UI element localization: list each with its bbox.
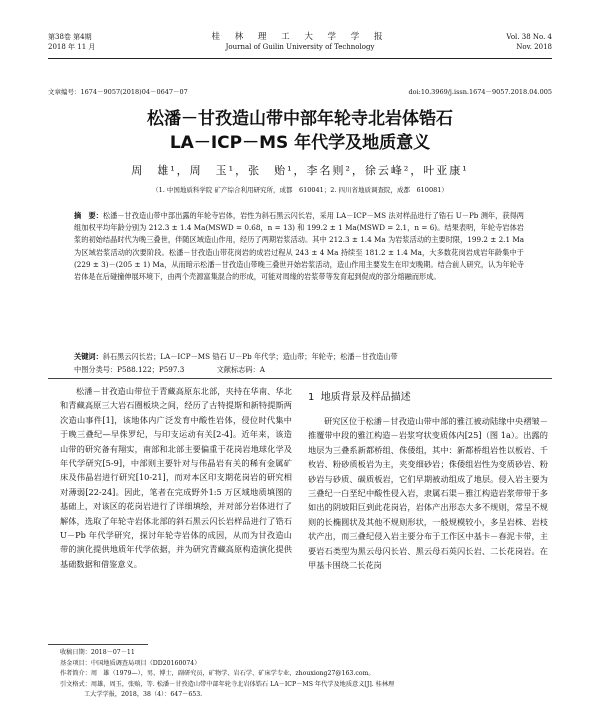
section-heading (308, 388, 411, 403)
document-code: 文献标志码：A (216, 365, 265, 374)
author-list: 周 雄¹，周 玉¹，张 贻¹，李名则²，徐云峰²，叶亚康¹ (131, 164, 469, 177)
citation-line-1: 引文格式：周雄，周玉，张贻，等. 松潘－甘孜造山带中部年轮寺北岩体锆石 LA－ICP－MS 年代学及地质意义[J]. 桂林理 (60, 680, 395, 688)
title-line-2: LA－ICP－MS 年代学及地质意义 (169, 133, 431, 153)
header-right (506, 32, 552, 52)
title-line-1: 松潘－甘孜造山带中部年轮寺北岩体锆石 (147, 109, 453, 129)
article-number: 文章编号：1674－9057(2018)04－0647－07 (48, 88, 188, 96)
date-en: Nov. 2018 (516, 43, 552, 51)
journal-title-cn: 桂 林 理 工 大 学 学 报 (211, 32, 389, 42)
article-meta (48, 87, 552, 96)
section-number: 1 (308, 392, 315, 403)
affiliation: （1. 中国地质科学院 矿产综合利用研究所，成都 610041；2. 四川省地质调查院，成都 610081） (152, 186, 448, 194)
geology-paragraph: 研究区位于松潘－甘孜造山带中部的雅江被动陆缘中央褶皱－推覆带中段的雅江构造－岩浆穹状变质体内[25]（图 1a）。出露的地层为三叠系新都桥组、侏倭组，其中：新都桥组岩性以板岩、千枚岩、粉砂质板岩为主，夹变细砂岩；侏倭组岩性为变质砂岩、粉砂岩与砂质、碳质板岩，它们早期被动组成了地层。侵入岩主要为三叠纪一白垩纪中酸性侵入岩，隶属石渠－雅江构造岩浆带带于多如出的阴坡阳巨到此花岗岩，岩体产出形态大多不规则，常呈不规则的长椭圆状及其他不规则形状，一般规模较小，多呈岩株、岩枝状产出，而三叠纪侵入岩主要分布于工作区中基卡－春泥卡带，主要岩石类型为黑云母闪长岩、黑云母石英闪长岩、二长花岗岩。在甲基卡围绕二长花岗 (308, 416, 548, 571)
header-center (48, 32, 552, 52)
section-title: 地质背景及样品描述 (320, 392, 411, 403)
keywords (74, 351, 524, 363)
footnotes (60, 648, 550, 701)
footnote-rule (48, 644, 148, 645)
volume-en: Vol. 38 No. 4 (506, 33, 552, 41)
date-cn: 2018 年 11 月 (48, 43, 96, 51)
abstract-rule (48, 378, 552, 379)
header-rule (48, 58, 552, 59)
keywords-text: 斜石黑云闪长岩；LA－ICP－MS 锆石 U－Pb 年代学；造山带；年轮寺；松潘－甘孜造山带 (102, 352, 398, 361)
funding: 基金项目：中国地质调查局项目（DD20160074） (60, 659, 201, 667)
doi: doi:10.3969/j.issn.1674－9057.2018.04.005 (408, 88, 552, 96)
author-bio: 作者简介：周 雄（1979—），男，博士，副研究员，矿物学、岩石学、矿床学专业，zhouxiong27@163.com。 (60, 670, 375, 677)
clc-number: 中图分类号：P588.122；P597.3 (74, 365, 185, 374)
received-date: 收稿日期：2018－07－11 (60, 649, 135, 656)
citation-line-2: 工大学学报，2018，38（4）：647－653. (84, 691, 203, 698)
abstract-label: 摘 要： (74, 211, 103, 220)
abstract-text: 松潘－甘孜造山带中部出露的年轮寺岩体，岩性为斜石黑云闪长岩，采用 LA－ICP－MS 法对样品进行了锆石 U－Pb 测年，获得两组加权平均年龄分别为 212.3 ± 1.4 Ma(MSWD = 0.68，n = 13) 和 199.2 ± 1 Ma(MSWD = 2.1，n = 6)。结果表明，年轮寺岩体岩浆的初始结晶时代为晚三叠世，伴随区域造山作用，经历了两期岩浆活动。其中 212.3 ± 1.4 Ma 为岩浆活动的主要时限，199.2 ± 2.1 Ma 为区域岩浆活动的次要阶段。松潘－甘孜造山带花岗岩的成岩过程从 243 ± 4 Ma 持续至 181.2 ± 1.4 Ma，大多数花岗岩成岩年龄集中于(229 ± 3)－(205 ± 1) Ma，从而暗示松潘－甘孜造山带晚三叠世开始岩浆活动，造山作用主要发生在印支晚期。结合前人研究，认为年轮寺岩体是在后碰撞伸展环境下，由两个壳源富集混合的形成，可能对周缘的岩浆带等发育起到促成的部分熔融而形成。 (74, 211, 524, 282)
classification (74, 365, 524, 375)
abstract (74, 210, 524, 283)
keywords-label: 关键词： (74, 352, 103, 361)
journal-title-en: Journal of Guilin University of Technology (225, 43, 375, 51)
volume-cn: 第38卷 第4期 (48, 33, 92, 41)
intro-paragraph: 松潘－甘孜造山带位于青藏高原东北部，夹持在华南、华北和青藏高原三大岩石圈板块之间，经历了古特提斯和新特提斯两次造山事件[1]，该地体内广泛发育中酸性岩体，侵位时代集中于晚三叠纪—早侏罗纪，与印支运动有关[2-4]。近年来，该造山带的研究备有翔实，南部和北部主要偏重于花岗岩地球化学及年代学研究[5-9]，中部则主要针对与伟晶岩有关的稀有金属矿床及伟晶岩进行研究[10-21]，而对本区印支期花岗岩的研究相对薄弱[22-24]。因此，笔者在完成野外1:5 万区域地质填图的基础上，对该区的花岗岩进行了详细填绘，并对部分岩体进行了解体，选取了年轮寺岩体北部的斜石黑云闪长岩样品进行了锆石 U－Pb 年代学研究，探讨年轮寺岩体的成因，从而为甘孜造山带的演化提供地质年代学依据，并为研究青藏高原构造演化提供基础数据和借鉴意义。 (60, 386, 292, 569)
